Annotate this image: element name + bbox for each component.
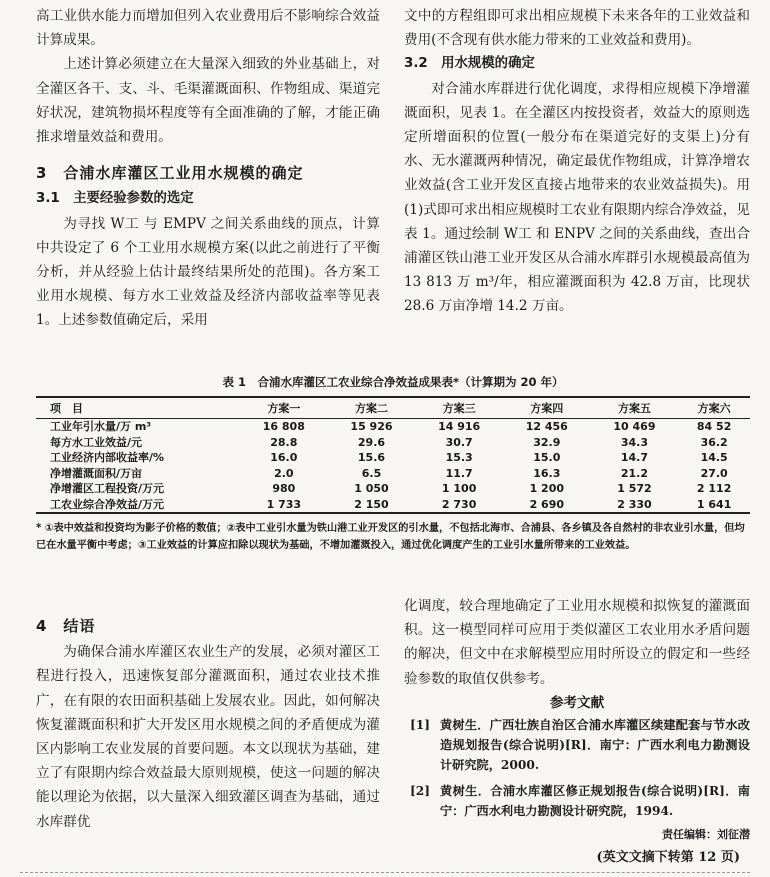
table-row (36, 435, 750, 451)
table-cell: 2 150 (354, 497, 389, 511)
table-cell: 34.3 (620, 435, 649, 449)
right-column-top (404, 4, 750, 319)
table-cell: 12 456 (525, 420, 568, 433)
table-cell: 32.9 (533, 435, 561, 449)
table-cell: 1 050 (354, 482, 389, 495)
left-column-top (36, 4, 380, 333)
responsible-editor: 责任编辑：刘征潜 (662, 828, 750, 842)
table-title: 表 1 合浦水库灌区工农业综合净效益成果表*（计算期为 20 年） (222, 375, 564, 389)
table-cell: 工业经济内部收益率/% (50, 451, 165, 464)
table-cell: 1 733 (266, 497, 302, 511)
table-row (36, 450, 750, 466)
paragraph: 文中的方程组即可求出相应规模下未来各年的工业效益和费用(不含现有供水能力带来的工业效益和费用)。 (404, 8, 750, 49)
table-cell: 14.5 (700, 451, 728, 464)
table-cell: 14.7 (620, 451, 649, 464)
table-cell: 16.0 (270, 451, 298, 464)
table-cell: 27.0 (700, 466, 728, 480)
table-cell: 2 112 (696, 482, 732, 495)
table-cell: 36.2 (700, 435, 728, 449)
table-cell: 1 100 (441, 482, 477, 495)
paragraph: 高工业供水能力而增加但列入农业费用后不影响综合效益计算成果。 (36, 8, 380, 49)
section-3-1-heading: 3.1 主要经验参数的选定 (36, 191, 194, 207)
paragraph: 上述计算必须建立在大量深入细致的外业基础上，对全灌区各干、支、斗、毛渠灌溉面积、作物组成、渠道完好状况，建筑物损坏程度等有全面准确的了解，才能正确推求增量效益和费用。 (36, 56, 380, 146)
table-cell: 1 641 (696, 497, 732, 511)
table-cell: 6.5 (361, 466, 382, 480)
table-cell: 84 52 (696, 420, 732, 433)
table-cell: 30.7 (445, 435, 473, 449)
table-cell: 1 572 (617, 482, 652, 495)
table-cell: 16.3 (533, 466, 561, 480)
references-heading: 参考文献 (549, 694, 605, 711)
reference-text: 黄树生．广西壮族自治区合浦水库灌区续建配套与节水改造规划报告(综合说明)[R]．南宁：广西水利电力勘测设计研究院，2000. (440, 718, 750, 773)
table-row (36, 466, 750, 482)
table-1-block (36, 374, 750, 554)
paragraph: 为寻找 W工 与 EMPV 之间关系曲线的顶点，计算中共设定了 6 个工业用水规模方案(以此之前进行了平衡分析，并从经验上估计最终结果所处的范围)。各方案工业用水规模、每方水工业效益及经济内部收益率等见表 1。上述参数值确定后，采用 (36, 215, 380, 329)
paragraph: 化调度，较合理地确定了工业用水规模和拟恢复的灌溉面积。这一模型同样可应用于类似灌区工农业用水矛盾问题的解决，但文中在求解模型应用时所设立的假定和一些经验参数的取值仅供参考。 (404, 598, 750, 687)
results-table (36, 396, 750, 514)
table-cell: 15.6 (357, 451, 386, 464)
table-cell: 2 730 (441, 497, 477, 511)
table-cell: 2 690 (529, 497, 565, 511)
reference-item (404, 715, 750, 775)
table-row (36, 481, 750, 497)
table-cell: 10 469 (613, 420, 656, 433)
table-header: 方案四 (530, 402, 564, 415)
table-cell: 工业年引水量/万 m³ (50, 420, 152, 433)
table-cell: 16 808 (262, 420, 305, 433)
table-cell: 2 330 (617, 497, 652, 511)
table-cell: 15.3 (445, 451, 473, 464)
paragraph: 为确保合浦水库灌区农业生产的发展，必须对灌区工程进行投入，迅速恢复部分灌溉面积，通过农业技术推广，在有限的农田面积基础上发展农业。因此，如何解决恢复灌溉面积和扩大开发区用水规模之间的矛盾便成为灌区内影响工农业发展的首要问题。本文以现状为基础，建立了有限期内综合效益最大原则规模，使这一问题的解决能以理论为依据，以大量深入细致灌区调查为基础，通过水库群优 (36, 644, 380, 830)
bottom-divider (20, 872, 750, 873)
table-header: 项 目 (50, 402, 83, 415)
section-3-heading: 3 合浦水库灌区工业用水规模的确定 (36, 164, 304, 183)
table-cell: 工农业综合净效益/万元 (50, 497, 165, 511)
paragraph: 对合浦水库群进行优化调度，求得相应规模下净增灌溉面积，见表 1。在全灌区内按投资者，效益大的原则选定所增面积的位置(一般分布在渠道完好的支渠上)分有水、无水灌溉两种情况，确定最优作物组成，计算净增农业效益(含工业开发区直接占地带来的农业效益损失)。用(1)式即可求出相应规模时工农业有限期内综合净效益，见表 1。通过绘制 W工 和 ENPV 之间的关系曲线，查出合浦灌区铁山港工业开发区从合浦水库群引水规模最高值为 13 813 万 m³/年，相应灌溉面积为 42.8 万亩，比现状 28.6 万亩净增 14.2 万亩。 (404, 80, 750, 315)
table-header: 方案二 (354, 402, 388, 415)
table-cell: 980 (272, 482, 296, 495)
reference-number: [2] (410, 784, 431, 799)
table-cell: 15.0 (533, 451, 561, 464)
right-column-bottom (404, 594, 750, 847)
table-row (36, 497, 750, 514)
table-header-row (36, 397, 750, 419)
table-cell: 21.2 (620, 466, 649, 480)
table-header: 方案一 (267, 402, 301, 415)
table-cell: 净增灌溉面积/万亩 (50, 466, 143, 480)
section-3-2-heading: 3.2 用水规模的确定 (404, 56, 535, 72)
table-cell: 15 926 (350, 420, 393, 433)
table-cell: 28.8 (270, 435, 298, 449)
table-cell: 11.7 (445, 466, 473, 480)
reference-item (404, 781, 750, 821)
table-cell: 每方水工业效益/元 (50, 435, 143, 449)
table-footnote: * ①表中效益和投资均为影子价格的数值；②表中工业引水量为铁山港工业开发区的引水量，不包括北海市、合浦县、各乡镇及各自然村的非农业引水量，但均已在水量平衡中考虑；③工业效益的计算应扣除以现状为基础，不增加灌溉投入，通过优化调度产生的工业引水量所带来的工业效益。 (36, 523, 745, 551)
table-cell: 1 200 (529, 482, 565, 495)
table-cell: 29.6 (357, 435, 386, 449)
table-header: 方案三 (442, 402, 476, 415)
table-header: 方案六 (697, 402, 731, 415)
table-cell: 2.0 (274, 466, 294, 480)
continued-on-page: (英文文摘下转第 12 页) (596, 850, 740, 865)
section-4-heading: 4 结语 (36, 617, 96, 635)
table-row (36, 419, 750, 435)
left-column-bottom (36, 614, 380, 834)
table-header: 方案五 (617, 402, 651, 415)
reference-text: 黄树生．合浦水库灌区修正规划报告(综合说明)[R]．南宁：广西水利电力勘测设计研究院，1994. (440, 784, 750, 819)
table-cell: 净增灌区工程投资/万元 (50, 482, 165, 495)
table-cell: 14 916 (438, 420, 481, 433)
reference-number: [1] (410, 718, 431, 733)
